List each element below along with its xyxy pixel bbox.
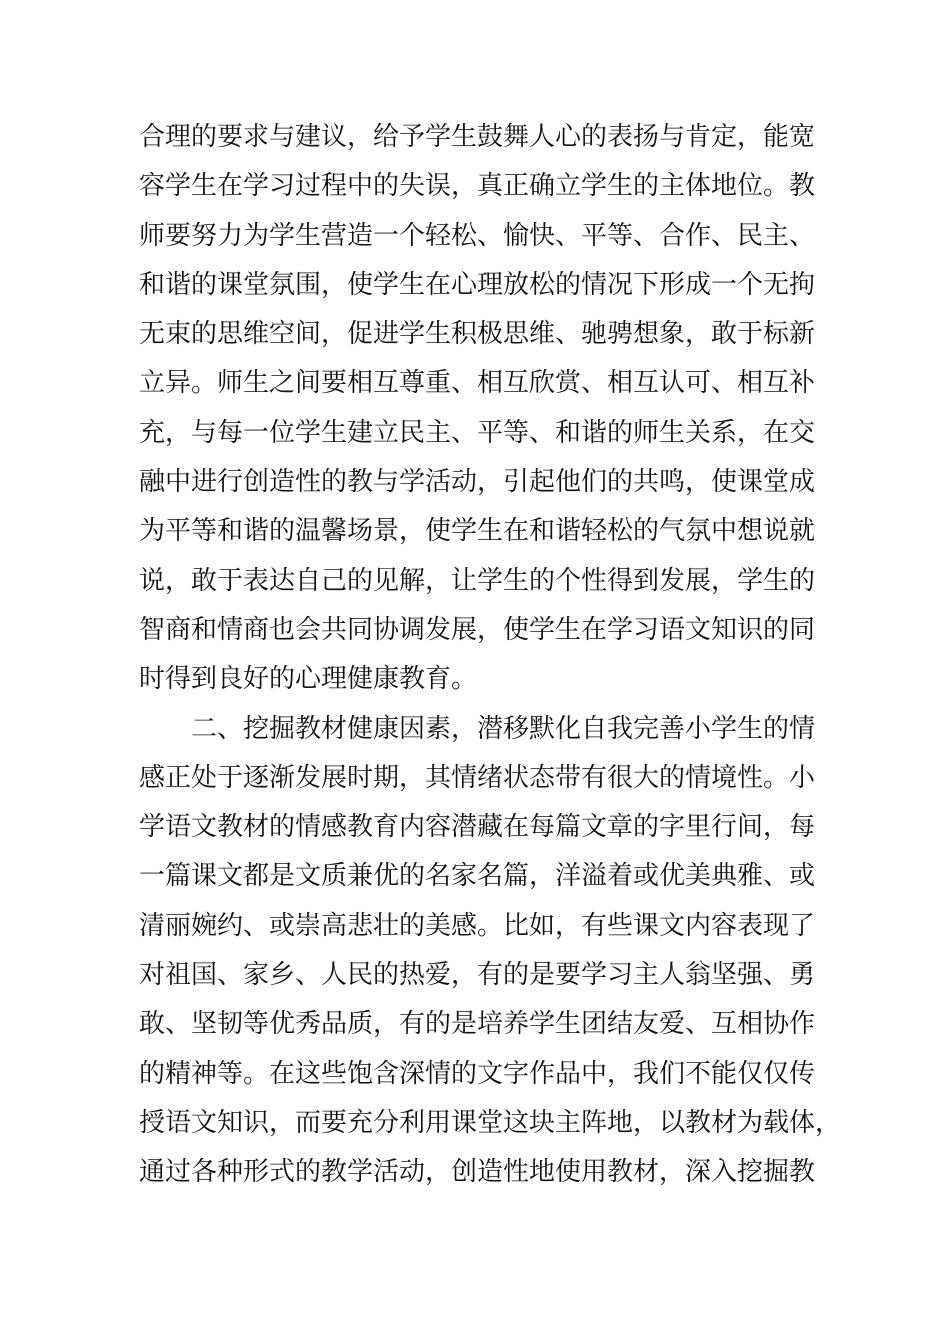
paragraph-2 <box>139 705 842 1198</box>
text-line: 通过各种形式的教学活动，创造性地使用教材，深入挖掘教 <box>139 1157 816 1188</box>
text-line: 学语文教材的情感教育内容潜藏在每篇文章的字里行间，每 <box>139 812 816 843</box>
text-line: 合理的要求与建议，给予学生鼓舞人心的表扬与肯定，能宽 <box>139 122 816 152</box>
text-line: 充，与每一位学生建立民主、平等、和谐的师生关系，在交 <box>139 417 816 448</box>
paragraph-1 <box>139 113 819 705</box>
text-line: 和谐的课堂氛围，使学生在心理放松的情况下形成一个无拘 <box>139 269 816 300</box>
text-line: 智商和情商也会共同协调发展，使学生在学习语文知识的同 <box>139 614 816 645</box>
body-text <box>139 113 842 1198</box>
text-line: 立异。师生之间要相互尊重、相互欣赏、相互认可、相互补 <box>139 368 816 399</box>
text-line: 清丽婉约、或崇高悲壮的美感。比如，有些课文内容表现了 <box>139 910 816 941</box>
text-line: 融中进行创造性的教与学活动，引起他们的共鸣，使课堂成 <box>139 467 816 498</box>
text-line: 敢、坚韧等优秀品质，有的是培养学生团结友爱、互相协作 <box>139 1009 816 1040</box>
text-line: 说，敢于表达自己的见解，让学生的个性得到发展，学生的 <box>139 565 816 596</box>
text-line: 时得到良好的心理健康教育。 <box>139 664 478 695</box>
text-line: 授语文知识，而要充分利用课堂这块主阵地，以教材为载体， <box>139 1107 842 1138</box>
text-line: 为平等和谐的温馨场景，使学生在和谐轻松的气氛中想说就 <box>139 516 816 547</box>
text-line: 一篇课文都是文质兼优的名家名篇，洋溢着或优美典雅、或 <box>139 861 816 892</box>
text-line: 师要努力为学生营造一个轻松、愉快、平等、合作、民主、 <box>139 220 816 251</box>
paragraph-heading-line: 二、挖掘教材健康因素，潜移默化自我完善小学生的情 <box>191 713 816 744</box>
text-line: 容学生在学习过程中的失误，真正确立学生的主体地位。教 <box>139 171 816 202</box>
text-line: 无束的思维空间，促进学生积极思维、驰骋想象，敢于标新 <box>139 319 816 350</box>
text-line: 对祖国、家乡、人民的热爱，有的是要学习主人翁坚强、勇 <box>139 960 816 991</box>
text-line: 的精神等。在这些饱含深情的文字作品中，我们不能仅仅传 <box>139 1058 816 1089</box>
text-line: 感正处于逐渐发展时期，其情绪状态带有很大的情境性。小 <box>139 762 816 793</box>
